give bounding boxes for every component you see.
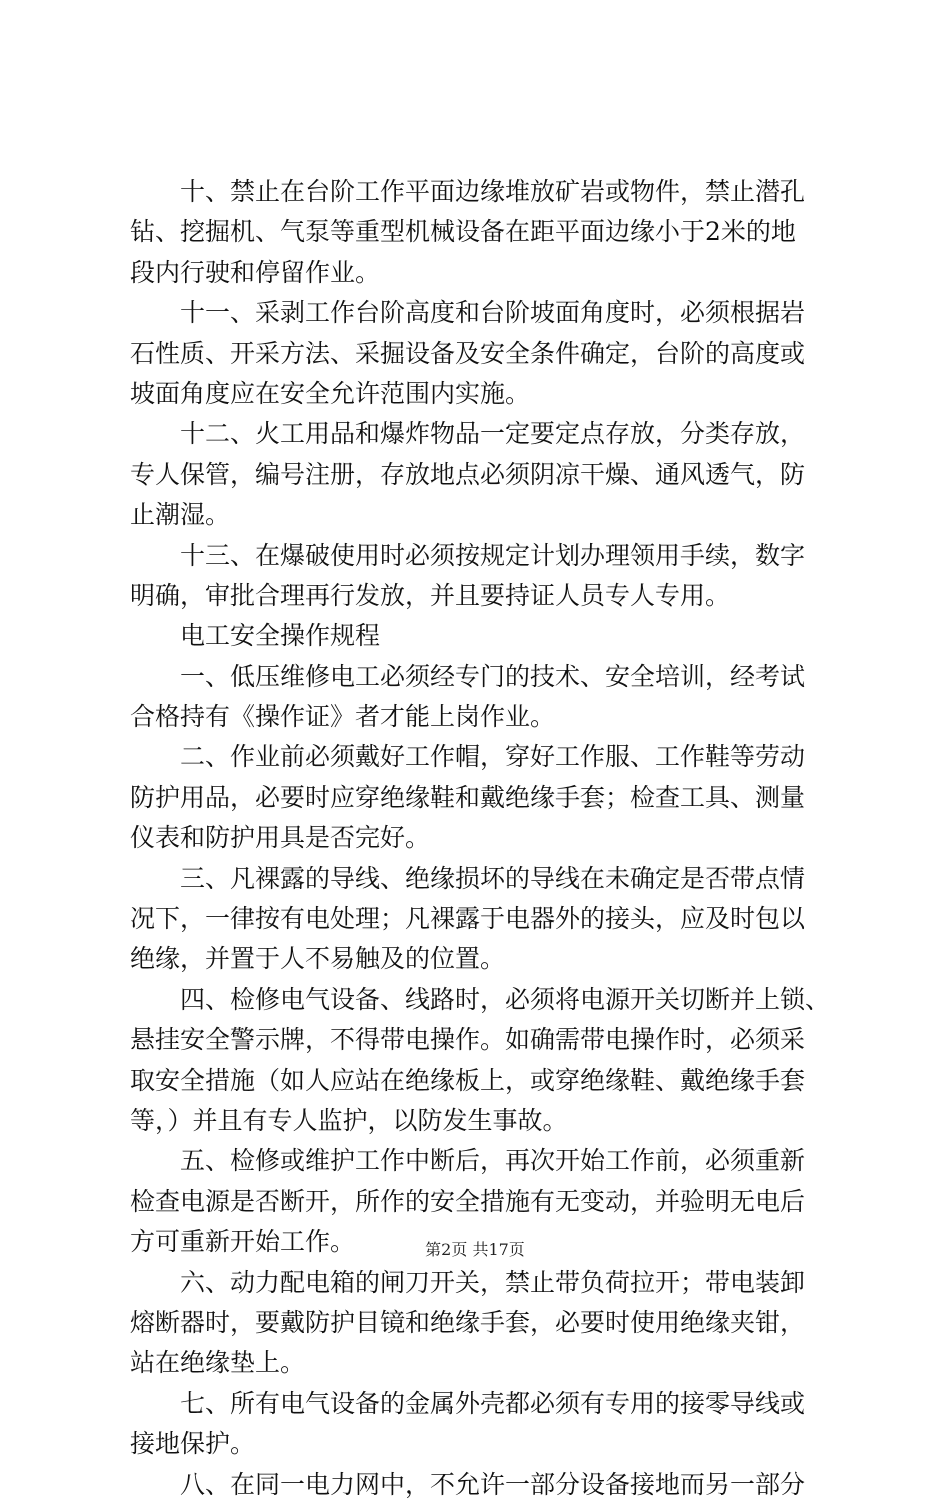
text-line: 坡面角度应在安全允许范围内实施。 <box>130 378 531 408</box>
text-line: 止潮湿。 <box>130 500 231 530</box>
text-line: 防护用品，必要时应穿绝缘鞋和戴绝缘手套；检查工具、测量 <box>130 782 806 812</box>
text-line: 钻、挖掘机、气泵等重型机械设备在距平面边缘小于2米的地 <box>130 217 796 247</box>
text-line: 专人保管，编号注册，存放地点必须阴凉干燥、通风透气，防 <box>130 459 806 489</box>
text-line: 等，）并且有专人监护，以防发生事故。 <box>130 1105 568 1135</box>
document-body <box>130 172 840 1505</box>
text-line: 一、低压维修电工必须经专门的技术、安全培训，经考试 <box>130 661 806 691</box>
text-line: 绝缘，并置于人不易触及的位置。 <box>130 944 506 974</box>
text-line: 七、所有电气设备的金属外壳都必须有专用的接零导线或 <box>130 1388 806 1418</box>
text-line: 电工安全操作规程 <box>130 621 381 651</box>
text-line: 十一、采剥工作台阶高度和台阶坡面角度时，必须根据岩 <box>130 298 806 328</box>
text-line: 段内行驶和停留作业。 <box>130 257 381 287</box>
text-line: 检查电源是否断开，所作的安全措施有无变动，并验明无电后 <box>130 1186 806 1216</box>
text-line: 十二、火工用品和爆炸物品一定要定点存放，分类存放， <box>130 419 806 449</box>
text-line: 明确，审批合理再行发放，并且要持证人员专人专用。 <box>130 580 731 610</box>
text-line: 接地保护。 <box>130 1429 256 1459</box>
text-line: 八、在同一电力网中，不允许一部分设备接地而另一部分 <box>130 1469 806 1499</box>
text-line: 取安全措施（如人应站在绝缘板上，或穿绝缘鞋、戴绝缘手套 <box>130 1065 806 1095</box>
text-line: 合格持有《操作证》者才能上岗作业。 <box>130 702 556 732</box>
text-line: 十三、在爆破使用时必须按规定计划办理领用手续，数字 <box>130 540 806 570</box>
text-line: 十、禁止在台阶工作平面边缘堆放矿岩或物件，禁止潜孔 <box>130 177 806 206</box>
text-line: 石性质、开采方法、采掘设备及安全条件确定，台阶的高度或 <box>130 338 806 368</box>
text-line: 方可重新开始工作。 <box>130 1227 356 1257</box>
page-footer: 第2页 共17页 <box>425 1240 525 1259</box>
text-line: 六、动力配电箱的闸刀开关，禁止带负荷拉开；带电装卸 <box>130 1267 806 1297</box>
text-line: 站在绝缘垫上。 <box>130 1348 306 1378</box>
text-line: 二、作业前必须戴好工作帽，穿好工作服、工作鞋等劳动 <box>130 742 806 772</box>
text-line: 四、检修电气设备、线路时，必须将电源开关切断并上锁、 <box>130 984 831 1014</box>
text-line: 五、检修或维护工作中断后，再次开始工作前，必须重新 <box>130 1146 806 1176</box>
text-line: 况下，一律按有电处理；凡裸露于电器外的接头，应及时包以 <box>130 904 806 934</box>
text-line: 悬挂安全警示牌，不得带电操作。如确需带电操作时，必须采 <box>130 1025 806 1055</box>
text-line: 三、凡裸露的导线、绝缘损坏的导线在未确定是否带点情 <box>130 863 806 893</box>
text-line: 熔断器时，要戴防护目镜和绝缘手套，必要时使用绝缘夹钳， <box>130 1307 806 1337</box>
text-line: 仪表和防护用具是否完好。 <box>130 823 431 853</box>
